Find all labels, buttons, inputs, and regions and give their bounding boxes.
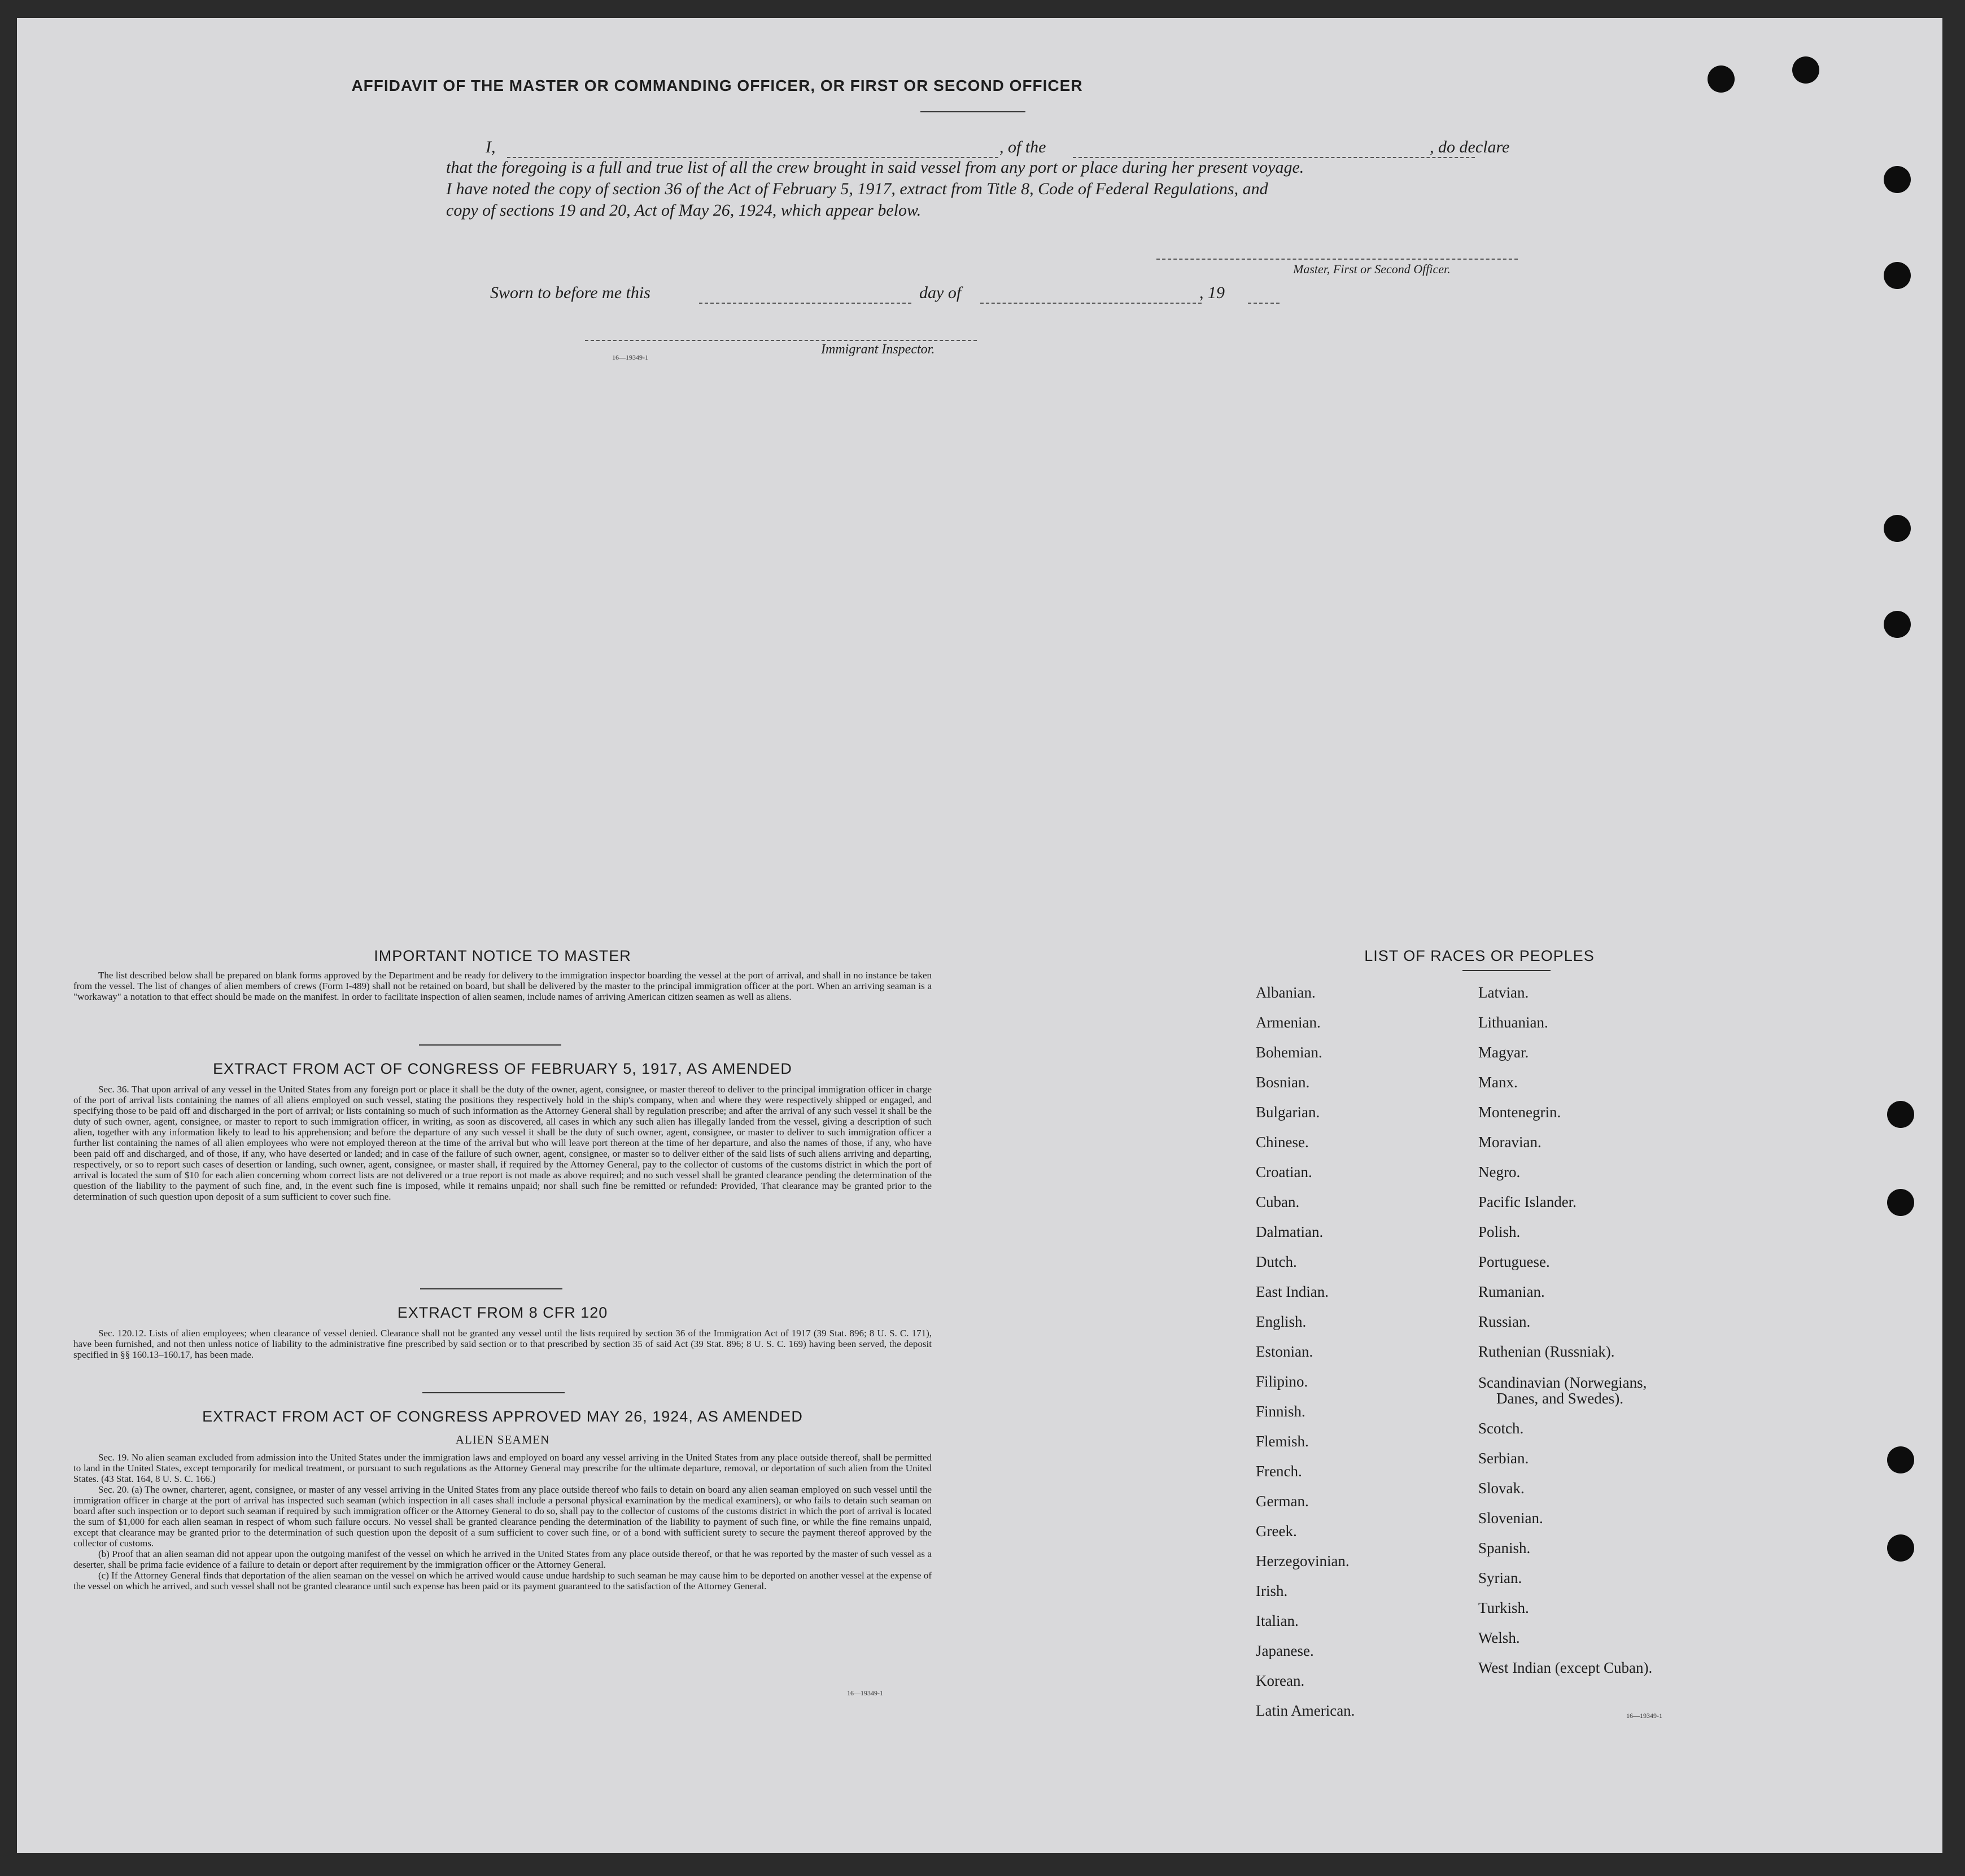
race-item: Scandinavian (Norwegians, <box>1478 1374 1647 1391</box>
races-form-number: 16—19349-1 <box>1626 1712 1662 1720</box>
day-blank <box>699 303 911 304</box>
binder-hole <box>1887 1101 1914 1128</box>
race-item: Turkish. <box>1478 1599 1529 1616</box>
notice-title: IMPORTANT NOTICE TO MASTER <box>374 947 631 964</box>
race-item: Croatian. <box>1256 1164 1312 1180</box>
extract-1917-text <box>73 1084 932 1202</box>
inspector-signature-line <box>585 340 977 341</box>
race-item: Polish. <box>1478 1223 1521 1240</box>
extract-1917-title: EXTRACT FROM ACT OF CONGRESS OF FEBRUARY 5, 1917, AS AMENDED <box>213 1060 792 1077</box>
race-item: Danes, and Swedes). <box>1496 1390 1623 1407</box>
binder-hole <box>1887 1189 1914 1216</box>
extract-form-number: 16—19349-1 <box>847 1689 883 1697</box>
section-divider <box>422 1392 565 1393</box>
binder-hole <box>1884 611 1911 638</box>
race-item: Negro. <box>1478 1164 1521 1180</box>
extract-cfr-text <box>73 1328 932 1360</box>
race-item: Lithuanian. <box>1478 1014 1548 1031</box>
affidavit-of-the: , of the <box>999 138 1046 156</box>
race-item: Bulgarian. <box>1256 1104 1320 1121</box>
race-item: Irish. <box>1256 1582 1288 1599</box>
affidavit-declare: , do declare <box>1430 138 1510 156</box>
extract-1924-text <box>73 1452 932 1591</box>
race-item: Russian. <box>1478 1313 1531 1330</box>
race-item: Moravian. <box>1478 1134 1542 1151</box>
affidavit-line1 <box>463 138 1536 160</box>
affidavit-line4: copy of sections 19 and 20, Act of May 26, 1924, which appear below. <box>446 201 922 220</box>
race-item: Syrian. <box>1478 1569 1522 1586</box>
race-item: Pacific Islander. <box>1478 1193 1577 1210</box>
race-item: Slovak. <box>1478 1480 1525 1497</box>
year-label: , 19 <box>1199 283 1225 302</box>
section-divider <box>419 1044 561 1046</box>
sec-20b-paragraph: (b) Proof that an alien seaman did not appear upon the outgoing manifest of the vessel on which he arrived in the United States from any place outside thereof, or that he was reported by the master of such vessel as a deserter, shall be prima facie evidence of a failure to detain or deport after requirement by the immigration officer or the Attorney General. <box>73 1549 932 1570</box>
race-item: Slovenian. <box>1478 1510 1543 1527</box>
affidavit-line2: that the foregoing is a full and true list of all the crew brought in said vessel from any port or place during her present voyage. <box>446 158 1304 177</box>
binder-hole <box>1884 166 1911 193</box>
race-item: Dutch. <box>1256 1253 1297 1270</box>
affidavit-i: I, <box>486 138 496 156</box>
affidavit-form-number: 16—19349-1 <box>612 353 648 361</box>
document-page <box>17 18 1942 1853</box>
race-item: Herzegovinian. <box>1256 1553 1350 1569</box>
race-item: Japanese. <box>1256 1642 1314 1659</box>
race-item: Armenian. <box>1256 1014 1321 1031</box>
sec-36-paragraph: Sec. 36. That upon arrival of any vessel in the United States from any foreign port or place it shall be the duty of the owner, agent, consignee, or master thereof to deliver to the principal immigration officer in charge of the port of arrival lists containing the names of all aliens employed on such vessel, stating the positions they respectively hold in the ship's company, when and where they were respectively shipped or engaged, and specifying those to be paid off and discharged in the port of arrival; or lists containing so much of such information as the Attorney General shall by regulation prescribe; and after the arrival of any such vessel it shall be the duty of such owner, agent, consignee, or master to report to such immigration officer, in writing, as soon as discovered, all cases in which any such alien has illegally landed from the vessel, giving a description of such alien, together with any information likely to lead to his apprehension; and before the departure of any such vessel it shall be the duty of such owner, agent, consignee, or master to deliver to such immigration officer a further list containing the names of all alien employees who were not employed thereon at the time of the arrival but who will leave port thereon at the time of her departure, and also the names of those, if any, who have been paid off and discharged, and of those, if any, who have deserted or landed; and in case of the failure of such owner, agent, consignee, or master so to deliver either of the said lists of such aliens arriving and departing, respectively, or so to report such cases of desertion or landing, such owner, agent, consignee, or master shall, if required by the Attorney General, pay to the collector of customs of the customs district in which the port of arrival is located the sum of $10 for each alien concerning whom correct lists are not delivered or a true report is not made as above required; and no such vessel shall be granted clearance pending the determination of the question of the liability to the payment of such fine, and, in the event such fine is imposed, while it remains unpaid; nor shall such fine be remitted or refunded: Provided, That clearance may be granted prior to the determination of such question upon deposit of a sum sufficient to cover such fine. <box>73 1084 932 1202</box>
race-item: Flemish. <box>1256 1433 1309 1450</box>
race-item: Ruthenian (Russniak). <box>1478 1343 1615 1360</box>
notice-text <box>73 970 932 1002</box>
race-item: Magyar. <box>1478 1044 1529 1061</box>
master-caption: Master, First or Second Officer. <box>1293 262 1451 276</box>
year-blank <box>1248 303 1280 304</box>
day-of-label: day of <box>919 283 962 302</box>
section-divider <box>420 1288 562 1289</box>
sec-20a-paragraph: Sec. 20. (a) The owner, charterer, agent, consignee, or master of any vessel arriving in the United States from any place outside thereof who fails to detain on board any alien seaman employed on such vessel until the immigration officer in charge at the port of arrival has inspected such seaman (which inspection in all cases shall include a personal physical examination by the medical examiners), or who fails to detain such seaman on board after such inspection or to deport such seaman if required by such immigration officer or the Attorney General to do so, shall pay to the collector of customs of the customs district in which the port of arrival is located the sum of $1,000 for each alien seaman in respect of whom such failure occurs. No vessel shall be granted clearance pending the determination of the liability to payment of such fine, or while the fine remains unpaid, except that clearance may be granted prior to the determination of such question upon the deposit of a sum sufficient to cover such fine, or of a bond with sufficient surety to secure the payment thereof approved by the collector of customs. <box>73 1484 932 1549</box>
sec-20c-paragraph: (c) If the Attorney General finds that deportation of the alien seaman on the vessel on which he arrived would cause undue hardship to such seaman he may cause him to be deported on another vessel at the expense of the vessel on which he arrived, and such vessel shall not be granted clearance until such expense has been paid or its payment guaranteed to the satisfaction of the Attorney General. <box>73 1570 932 1591</box>
month-blank <box>980 303 1202 304</box>
race-item: Latin American. <box>1256 1702 1355 1719</box>
race-item: Manx. <box>1478 1074 1518 1091</box>
race-item: Bohemian. <box>1256 1044 1322 1061</box>
race-item: Greek. <box>1256 1523 1297 1540</box>
race-item: Dalmatian. <box>1256 1223 1324 1240</box>
race-item: Finnish. <box>1256 1403 1305 1420</box>
race-item: Serbian. <box>1478 1450 1529 1467</box>
race-item: Filipino. <box>1256 1373 1308 1390</box>
race-item: Portuguese. <box>1478 1253 1550 1270</box>
race-item: Scotch. <box>1478 1420 1524 1437</box>
sworn-line <box>490 283 1281 306</box>
race-item: Spanish. <box>1478 1540 1531 1556</box>
races-title: LIST OF RACES OR PEOPLES <box>1364 947 1595 964</box>
race-item: German. <box>1256 1493 1309 1510</box>
binder-hole <box>1887 1534 1914 1562</box>
race-item: Bosnian. <box>1256 1074 1310 1091</box>
race-item: English. <box>1256 1313 1307 1330</box>
binder-hole <box>1887 1446 1914 1473</box>
affidavit-title: AFFIDAVIT OF THE MASTER OR COMMANDING OFFICER, OR FIRST OR SECOND OFFICER <box>351 77 1083 94</box>
binder-hole <box>1884 515 1911 542</box>
race-item: West Indian (except Cuban). <box>1478 1659 1653 1676</box>
master-signature-line <box>1156 259 1518 260</box>
race-item: Albanian. <box>1256 984 1316 1001</box>
race-item: Korean. <box>1256 1672 1305 1689</box>
notice-paragraph: The list described below shall be prepared on blank forms approved by the Department and be ready for delivery to the immigration inspector boarding the vessel at the port of arrival, and shall in no instance be taken from the vessel. The list of changes of alien members of crews (Form I-489) shall not be retained on board, but shall be delivered by the master to the principal immigration officer at the port. When an arriving seaman is a "workaway" a notation to that effect should be made on the manifest. In order to facilitate inspection of alien seamen, include names of arriving American citizen seamen as well as aliens. <box>73 970 932 1002</box>
races-title-divider <box>1462 970 1551 971</box>
race-item: Cuban. <box>1256 1193 1300 1210</box>
title-divider <box>920 111 1025 112</box>
sec-120-12-paragraph: Sec. 120.12. Lists of alien employees; when clearance of vessel denied. Clearance shall not be granted any vessel until the lists required by section 36 of the Immigration Act of 1917 (39 Stat. 896; 8 U. S. C. 171), have been furnished, and not then unless notice of liability to the administrative fine prescribed by said section or to that prescribed by section 35 of said Act (39 Stat. 896; 8 U. S. C. 169) having been served, the deposit specified in §§ 160.13–160.17, has been made. <box>73 1328 932 1360</box>
race-item: East Indian. <box>1256 1283 1329 1300</box>
binder-hole <box>1708 65 1735 93</box>
races-column-2 <box>1478 978 1652 1683</box>
inspector-caption: Immigrant Inspector. <box>821 342 935 357</box>
binder-hole <box>1884 262 1911 289</box>
extract-1924-subtitle: ALIEN SEAMEN <box>455 1433 550 1446</box>
binder-hole <box>1792 56 1819 84</box>
extract-1924-title: EXTRACT FROM ACT OF CONGRESS APPROVED MAY 26, 1924, AS AMENDED <box>202 1408 803 1425</box>
affidavit-line3: I have noted the copy of section 36 of the Act of February 5, 1917, extract from Title 8, Code of Federal Regulations, and <box>446 180 1268 198</box>
sec-19-paragraph: Sec. 19. No alien seaman excluded from admission into the United States under the immigration laws and employed on board any vessel arriving in the United States from any place outside thereof, shall be permitted to land in the United States, except temporarily for medical treatment, or pursuant to such regulations as the Attorney General may prescribe for the ultimate departure, removal, or deportation of such alien from the United States. (43 Stat. 164, 8 U. S. C. 166.) <box>73 1452 932 1484</box>
sworn-label: Sworn to before me this <box>490 283 650 302</box>
race-item: French. <box>1256 1463 1302 1480</box>
race-item: Chinese. <box>1256 1134 1309 1151</box>
race-item: Rumanian. <box>1478 1283 1545 1300</box>
races-column-1 <box>1256 978 1355 1726</box>
race-item: Montenegrin. <box>1478 1104 1561 1121</box>
race-item: Welsh. <box>1478 1629 1520 1646</box>
race-item: Estonian. <box>1256 1343 1313 1360</box>
race-item: Latvian. <box>1478 984 1529 1001</box>
race-item: Italian. <box>1256 1612 1299 1629</box>
extract-cfr-title: EXTRACT FROM 8 CFR 120 <box>397 1304 608 1321</box>
